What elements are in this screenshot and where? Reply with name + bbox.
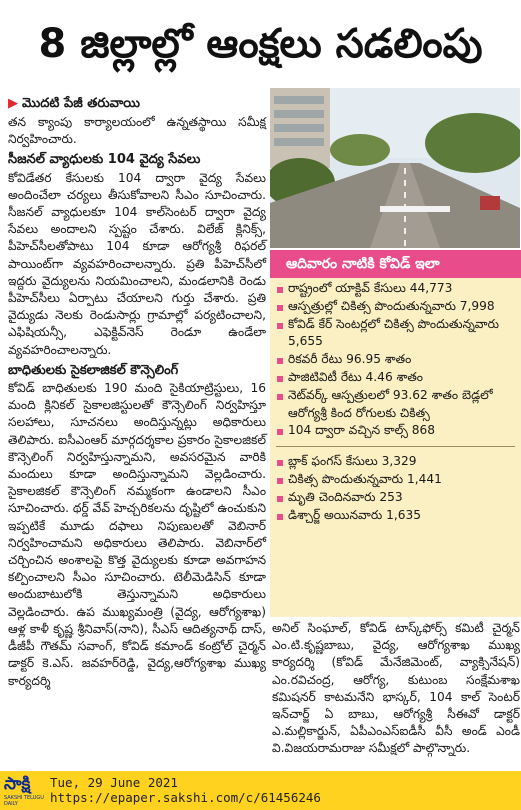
list-item xyxy=(270,489,521,507)
list-item xyxy=(270,298,521,316)
divider xyxy=(276,446,515,447)
square-bullet-icon xyxy=(277,429,283,435)
subheading: సీజనల్ వ్యాధులకు 104 వైద్య సేవలు xyxy=(8,152,201,168)
list-item xyxy=(270,369,521,387)
stat-text: మృతి చెందినవారు 253 xyxy=(288,489,403,504)
subheading: బాధితులకు సైకలాజికల్ కౌన్సెలింగ్ xyxy=(8,362,179,378)
square-bullet-icon xyxy=(277,514,283,520)
list-item xyxy=(270,387,521,423)
square-bullet-icon xyxy=(277,460,283,466)
stat-text: నెట్‌వర్క్ ఆస్పత్రులలో 93.62 శాతం బెడ్లలో ఆరోగ్యశ్రీ కింద రోగులకు చికిత్స xyxy=(288,387,493,420)
edition-date: Tue, 29 June 2021 xyxy=(50,775,178,790)
stat-text: రాష్ట్రంలో యాక్టివ్ కేసులు 44,773 xyxy=(288,281,453,295)
stat-text: 104 ద్వారా వచ్చిన కాల్స్ 868 xyxy=(288,423,436,438)
square-bullet-icon xyxy=(277,376,283,382)
list-item xyxy=(270,316,521,352)
list-item xyxy=(270,507,521,525)
box-title: ఆదివారం నాటికి కోవిడ్ ఇలా xyxy=(270,250,521,278)
list-item xyxy=(270,280,521,298)
footer-bar xyxy=(0,771,521,810)
list-item xyxy=(270,422,521,440)
stat-text: ఆస్పత్రుల్లో చికిత్స పొందుతున్నవారు 7,998 xyxy=(288,298,495,313)
logo-mark: సాక్షి xyxy=(4,774,31,794)
square-bullet-icon xyxy=(277,323,283,329)
square-bullet-icon xyxy=(277,478,283,484)
right-column xyxy=(272,620,520,758)
stats-list xyxy=(270,280,521,524)
list-item xyxy=(270,351,521,369)
continued-kicker xyxy=(8,96,140,114)
square-bullet-icon xyxy=(277,496,283,502)
square-bullet-icon xyxy=(277,305,283,311)
kicker-text: మొదటి పేజీ తరువాయి xyxy=(22,96,140,111)
paragraph: అనిల్ సింఘాల్, కోవిడ్ టాస్క్‌ఫోర్స్ కమిటీ చైర్మన్ ఎం.టి.కృష్ణబాబు, వైద్య, ఆరోగ్యశాఖ ముఖ్య కార్యదర్శి (కోవిడ్ మేనేజిమెంట్, వ్యాక్సినేషన్) ఎం.రవిచంద్ర, ఆరోగ్య, కుటుంబ సంక్షేమశాఖ కమిషనర్ కాటమనేని భాస్కర్, 104 కాల్ సెంటర్ ఇన్‌చార్జ్ ఏ బాబు, ఆరోగ్యశ్రీ సీఈవో డాక్టర్ ఎ.మల్లికార్జున్, ఏపీఎంఎస్ఐడీసీ వీసీ అండ్ ఎండీ వి.విజయరామరాజు సమీక్షలో పాల్గొన్నారు. xyxy=(272,621,520,756)
square-bullet-icon xyxy=(277,394,283,400)
epaper-url[interactable]: https://epaper.sakshi.com/c/61456246 xyxy=(50,790,321,805)
stat-text: డిశ్చార్జ్ అయినవారు 1,635 xyxy=(288,507,422,522)
sakshi-logo xyxy=(4,773,44,808)
square-bullet-icon xyxy=(277,358,283,364)
list-item xyxy=(270,453,521,471)
stat-text: పాజిటివిటీ రేటు 4.46 శాతం xyxy=(288,369,423,384)
logo-subtitle: SAKSHI TELUGU DAILY xyxy=(4,795,44,807)
paragraph: కోవిడ్ బాధితులకు 190 మంది సైకియాట్రిస్టులు, 16 మంది క్లినికల్ సైకాలజిస్టులతో కౌన్సెలింగ్ నిర్వహిస్తూ సలహాలు, సూచనలు అందిస్తున్నట్లు అధికారులు తెలిపారు. ఐసీఎంఆర్ మార్గదర్శకాల ప్రకారం సైకాలజికల్ కౌన్సెలింగ్ నిర్వహిస్తున్నామని, అవసరమైన వారికి మందులు కూడా అందిస్తున్నామని వెల్లడించారు. సైకాలజికల్ కౌన్సెలింగ్ నమ్మకంగా ఉండాలని సీఎం సూచించారు. థర్డ్ వేవ్ హెచ్చరికలను దృష్టిలో ఉంచుకుని ఇప్పటికే మూడు దఫాలు నిపుణులతో వెబినార్ నిర్వహించామని అధికారులు తెలిపారు. వెబినార్‌లో చర్చించిన అంశాలపై కొత్త వైద్యులకు కూడా అవగాహన కల్పించాలని సీఎం సూచించారు. టెలీమెడిసిన్ కూడా అందుబాటులోకి తెస్తున్నామని అధికారులు వెల్లడించారు. ఉప ముఖ్యమంత్రి (వైద్య, ఆరోగ్యశాఖ) ఆళ్ల కాళీ కృష్ణ శ్రీనివాస్(నాని), సీఎస్ ఆదిత్యనాథ్ దాస్, డీజీపీ గౌతమ్ సవాంగ్, కోవిడ్ కమాండ్ కంట్రోల్ చైర్మన్ డాక్టర్ కె.ఎస్. జవహర్‌రెడ్డి, వైద్య,ఆరోగ్యశాఖ ముఖ్య కార్యదర్శి xyxy=(8,381,266,688)
road-photo xyxy=(270,88,520,248)
paragraph: కోవిడేతర కేసులకు 104 ద్వారా వైద్య సేవలు అందించేలా చర్యలు తీసుకోవాలని సీఎం సూచించారు. సీజనల్ వ్యాధులకూ 104 కాల్‌సెంటర్ ద్వారా వైద్య సేవలు అందాలని స్పష్టం చేశారు. విలేజ్ క్లినిక్స్, పీహెచ్‌సీలతోపాటు 104 కూడా ఆరోగ్యశ్రీ రిఫరల్ పాయింట్‌గా వ్యవహరించాలన్నారు. ప్రతి పీహెచ్‌సీలో ఇద్దరు వైద్యులను నియమించాలని, మండలానికి రెండు పీహెచ్‌సీలు ఏర్పాటు చేయాలని గుర్తు చేశారు. ప్రతి వైద్యుడు నెలకు రెండుసార్లు గ్రామాల్లో పర్యటించాలని, ఎఫిషియన్సీ, ఎఫెక్టివ్‌నెస్ రెండూ ఉండేలా వ్యవహరించాలన్నారు. xyxy=(8,170,266,357)
triangle-arrow-icon: ▶ xyxy=(8,96,18,111)
stat-text: రికవరీ రేటు 96.95 శాతం xyxy=(288,352,412,367)
square-bullet-icon xyxy=(277,287,283,293)
footer-info xyxy=(50,775,321,805)
paragraph: తన క్యాంపు కార్యాలయంలో ఉన్నతస్థాయి సమీక్ష నిర్వహించారు. xyxy=(8,115,266,147)
list-item xyxy=(270,471,521,489)
covid-stats-box xyxy=(270,250,521,617)
stat-text: కోవిడ్ కేర్ సెంటర్లలో చికిత్స పొందుతున్నవారు 5,655 xyxy=(288,316,500,349)
headline: 8 జిల్లాల్లో ఆంక్షలు సడలింపు xyxy=(38,21,483,67)
stat-text: చికిత్స పొందుతున్నవారు 1,441 xyxy=(288,471,442,486)
stat-text: బ్లాక్ ఫంగస్ కేసులు 3,329 xyxy=(288,454,417,469)
empty-road-image xyxy=(270,88,520,248)
left-column xyxy=(8,114,266,690)
